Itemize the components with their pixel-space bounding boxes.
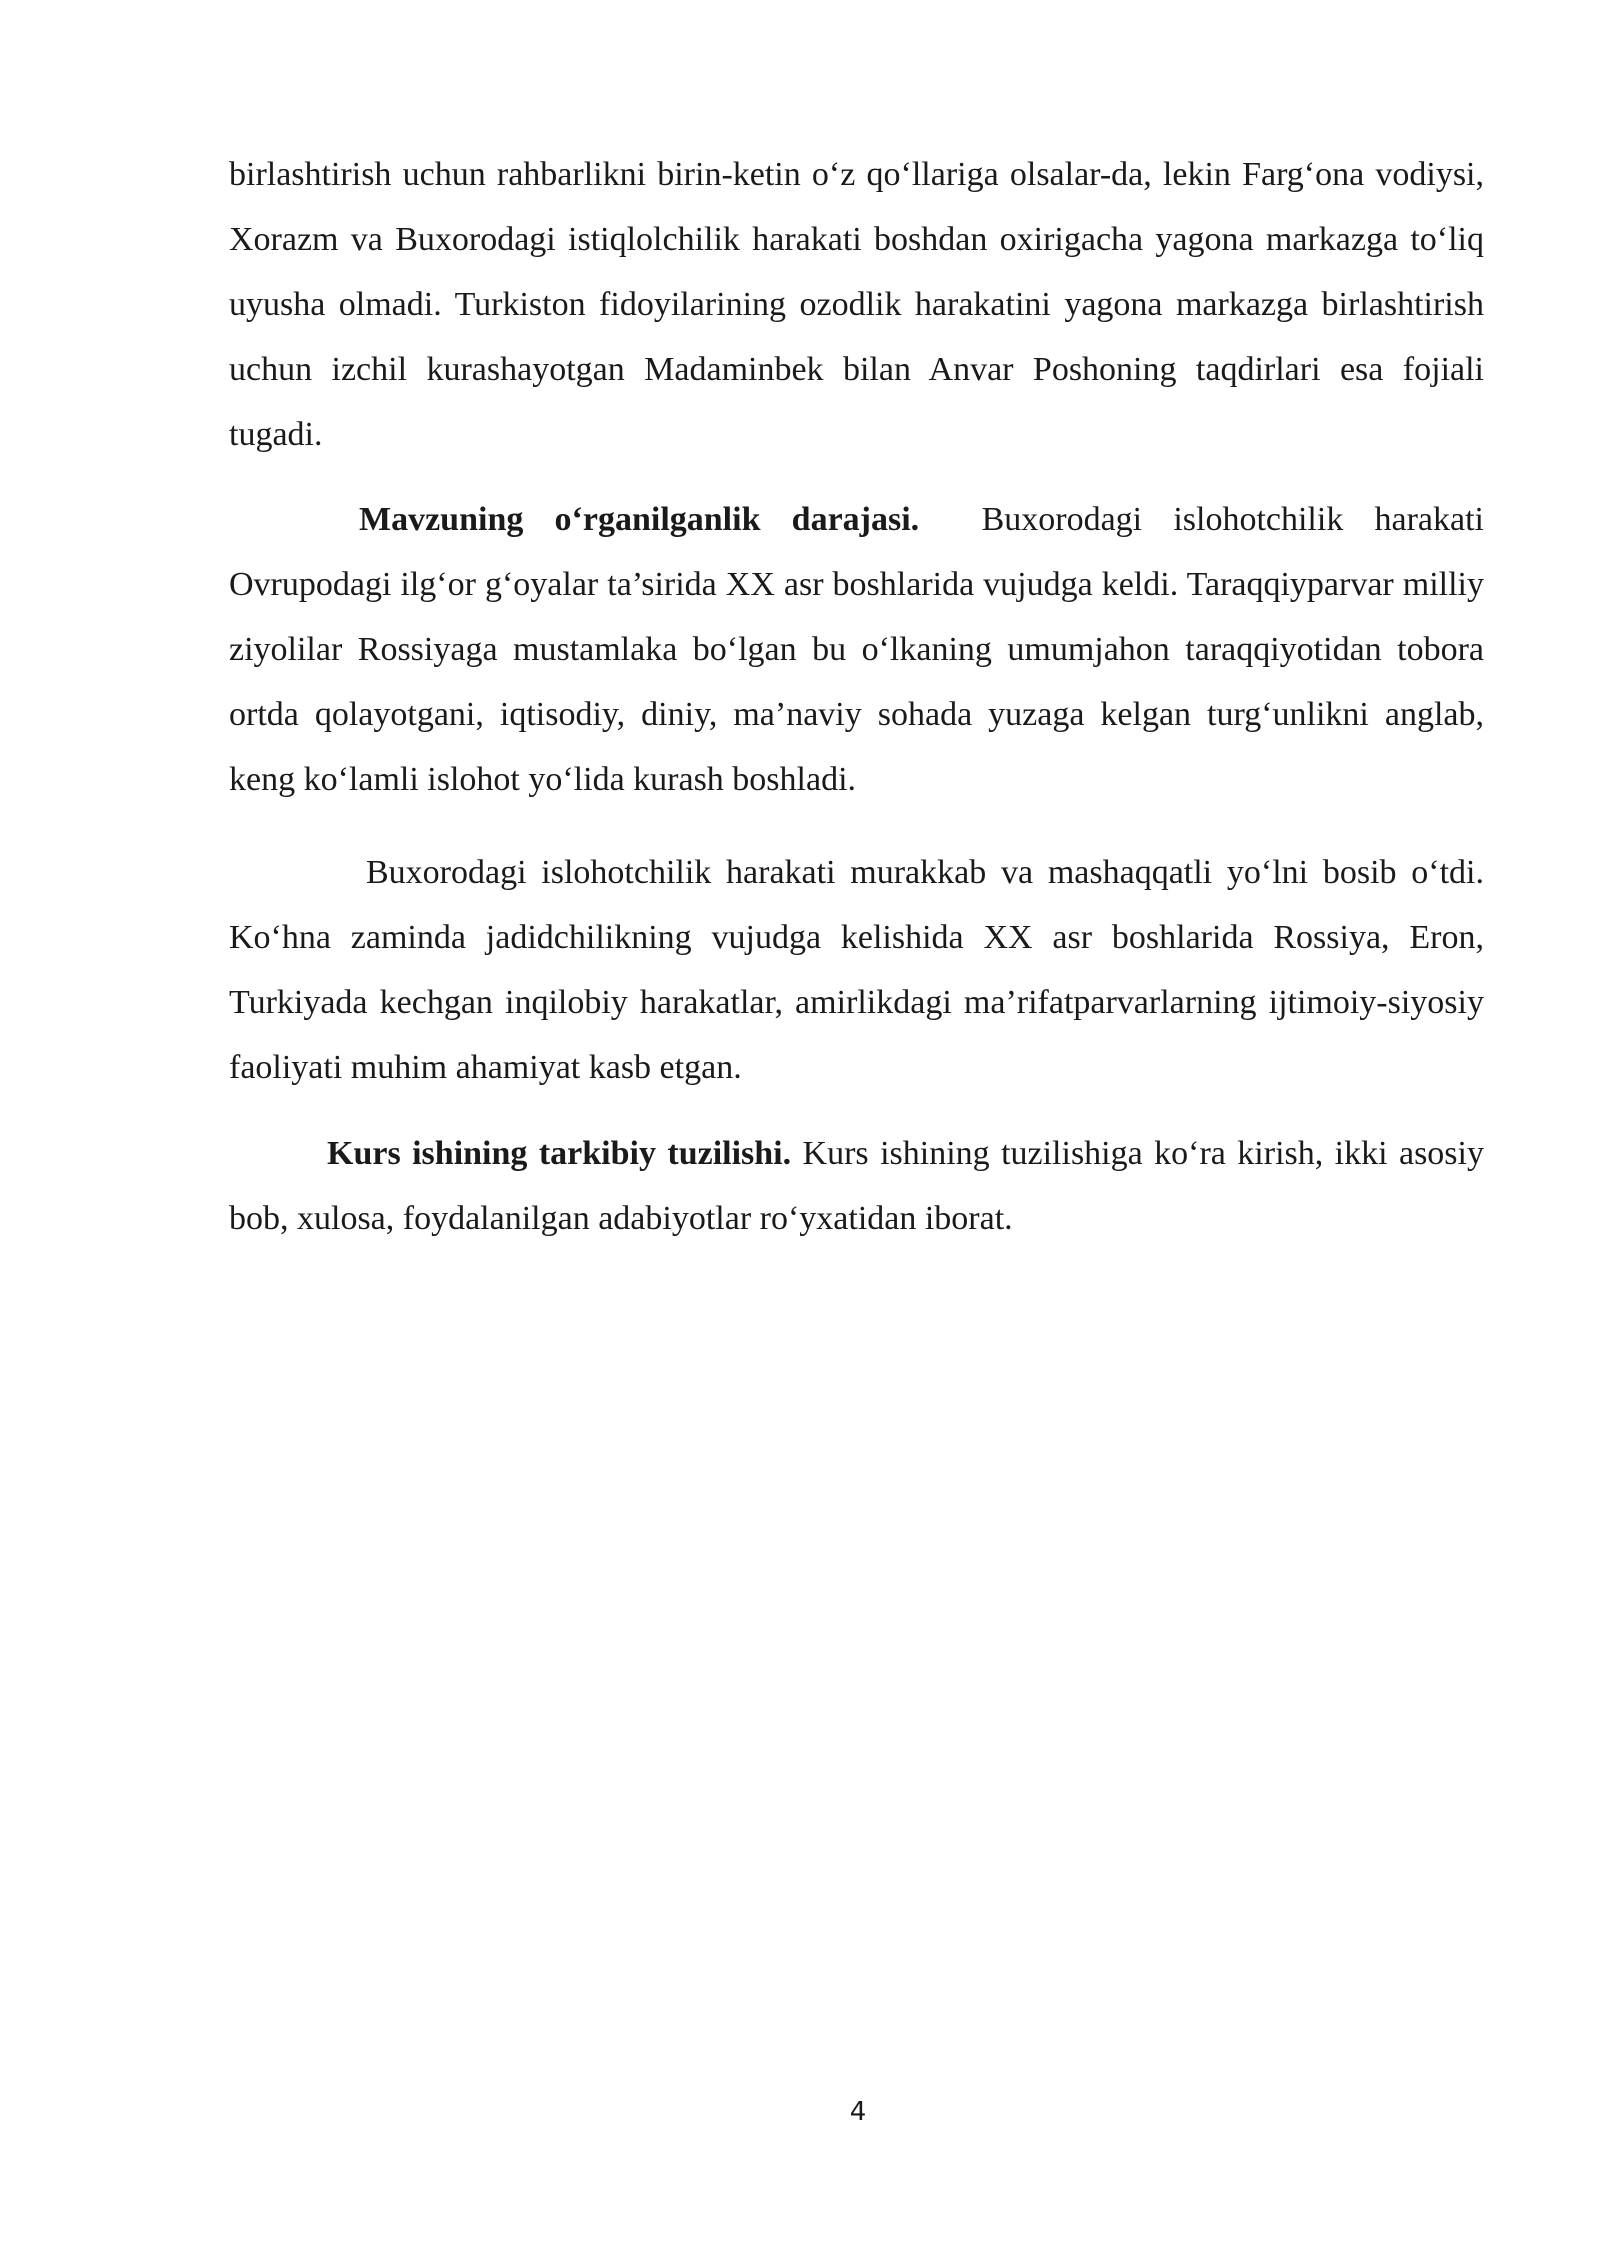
paragraph-2-text: Buxorodagi islohotchilik harakati Ovrupodagi ilg‘or g‘oyalar ta’sirida XX asr boshlarida vujudga keldi. Taraqqiyparvar milliy ziyolilar Rossiyaga mustamlaka bo‘lgan bu o‘lkaning umumjahon taraqqiyotidan tobora ortda qolayotgani, iqtisodiy, diniy, ma’naviy sohada yuzaga kelgan turg‘unlikni anglab, keng ko‘lamli islohot yo‘lida kurash boshladi. [229, 501, 1493, 798]
paragraph-3-text: Buxorodagi islohotchilik harakati murakkab va mashaqqatli yo‘lni bosib o‘tdi. Ko‘hna zaminda jadidchilikning vujudga kelishida XX asr boshlarida Rossiya, Eron, Turkiyada kechgan inqilobiy harakatlar, amirlikdagi ma’rifatparvarlarning ijtimoiy-siyosiy faoliyati muhim ahamiyat kasb etgan. [229, 854, 1484, 1086]
paragraph-4-text: Kurs ishining tuzilishiga ko‘ra kirish, ikki asosiy bob, xulosa, foydalanilgan adabiyotlar ro‘yxatidan iborat. [229, 1135, 1493, 1237]
paragraph-2 [229, 487, 1493, 812]
paragraph-1-text: birlashtirish uchun rahbarlikni birin-ketin o‘z qo‘llariga olsalar-da, lekin Farg‘ona vodiysi, Xorazm va Buxorodagi istiqlolchilik harakati boshdan oxirigacha yagona markazga to‘liq uyusha olmadi. Turkiston fidoyilarining ozodlik harakatini yagona markazga birlashtirish uchun izchil kurashayotgan Madaminbek bilan Anvar Poshoning taqdirlari esa fojiali tugadi. [229, 156, 1484, 453]
section-heading-study-level: Mavzuning o‘rganilganlik darajasi. [359, 501, 920, 538]
document-body [229, 142, 1493, 1251]
paragraph-4 [229, 1121, 1493, 1251]
paragraph-1 [229, 142, 1484, 467]
paragraph-3 [229, 840, 1484, 1100]
page-number: 4 [849, 2097, 867, 2127]
section-heading-structure: Kurs ishining tarkibiy tuzilishi. [327, 1135, 792, 1172]
